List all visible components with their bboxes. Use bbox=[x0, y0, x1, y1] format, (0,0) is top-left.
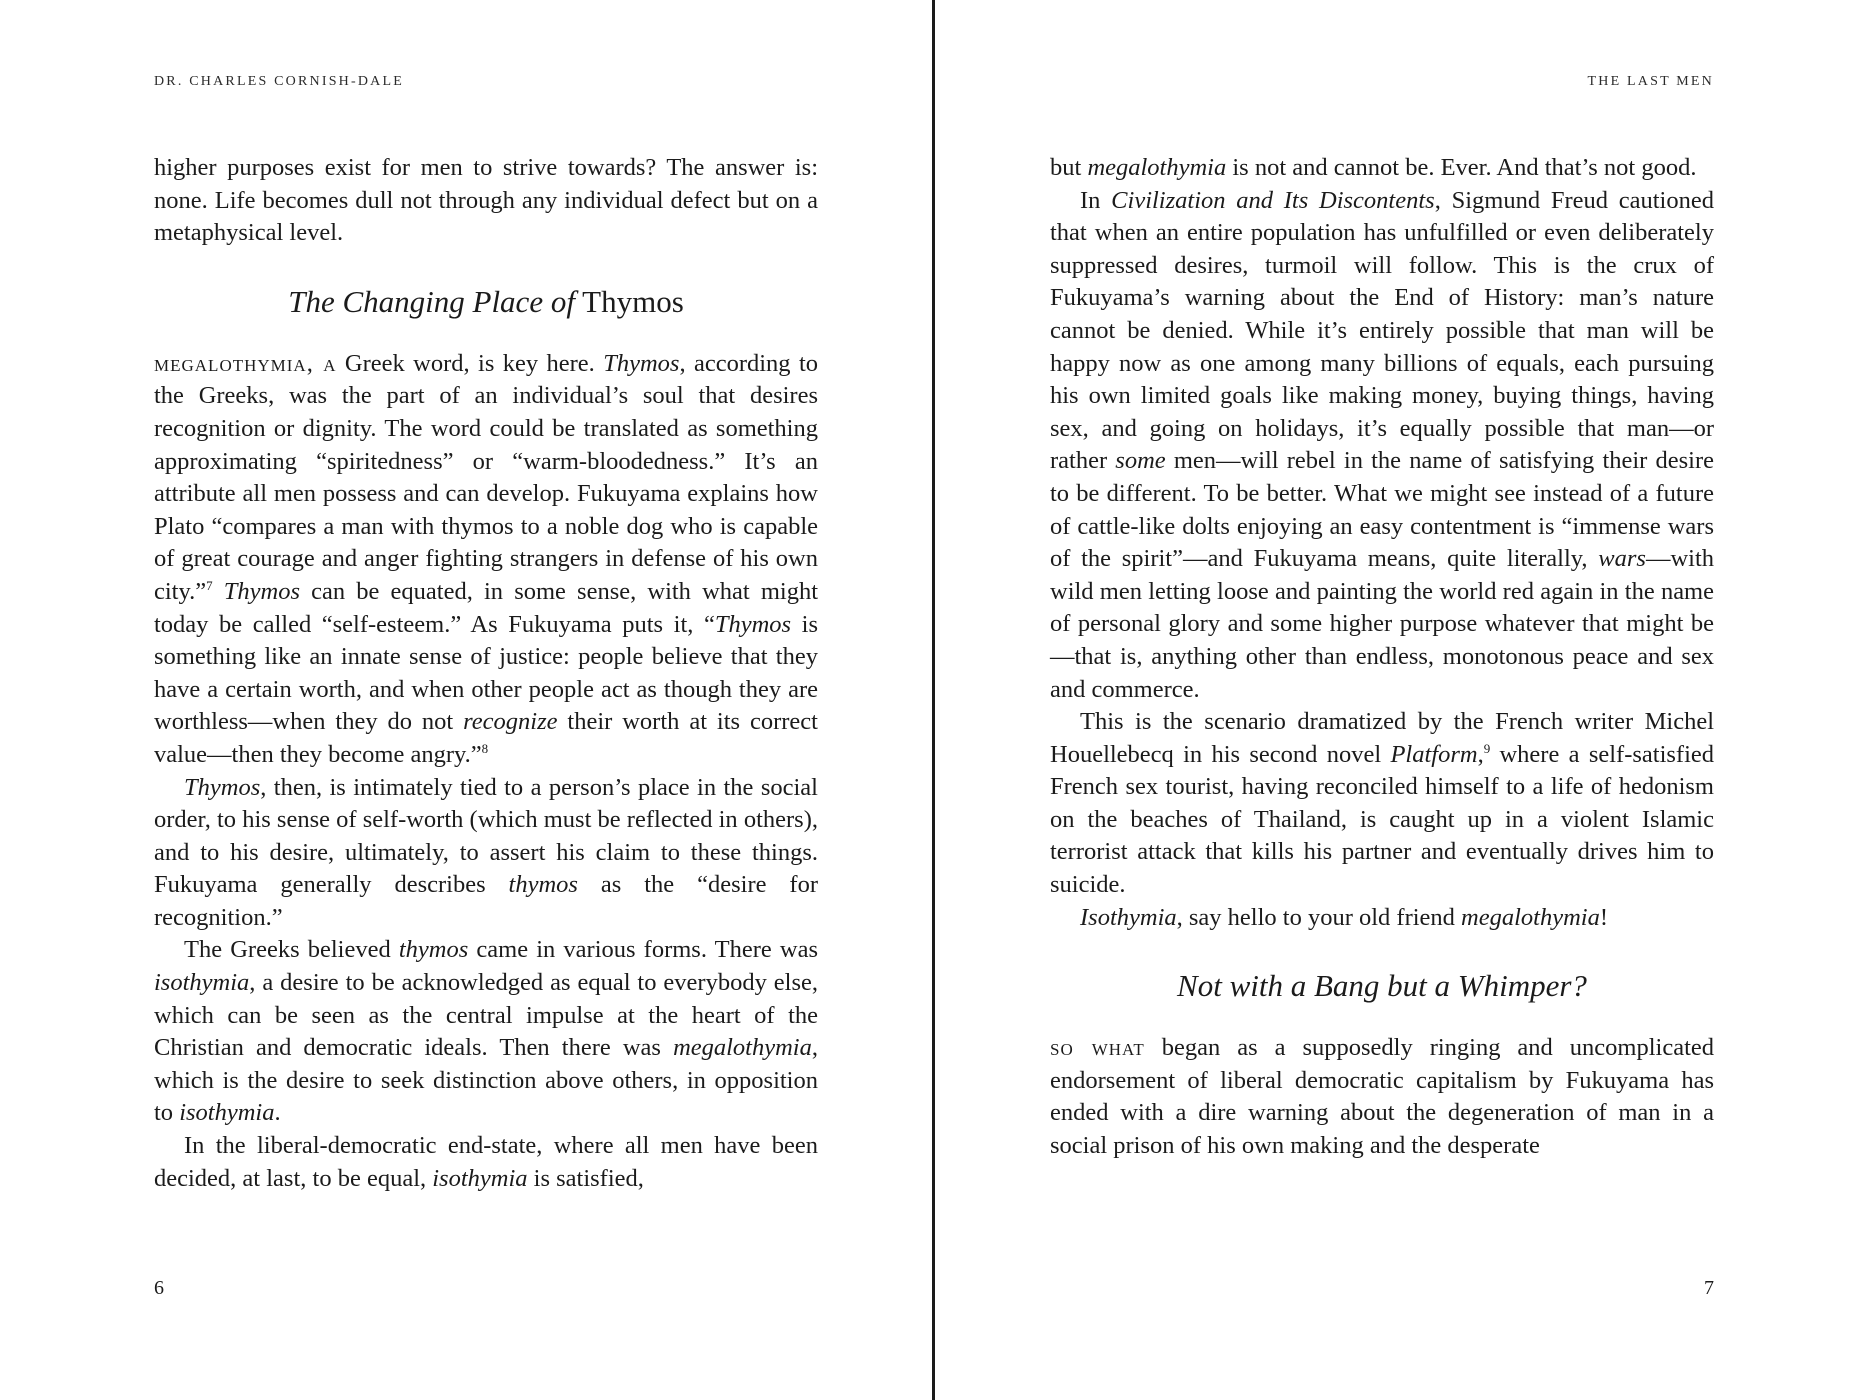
section-heading-italic: Not with a Bang but a Whimper? bbox=[1177, 968, 1587, 1004]
section-heading bbox=[154, 282, 818, 322]
page-number: 6 bbox=[154, 1277, 164, 1299]
paragraph-continued bbox=[1050, 152, 1714, 185]
text-run: where a self-satisfied French sex tourist, having reconciled himself to a life of hedonism on the beaches of Thailand, is caught up in a violent Islamic terrorist attack that kills his partner and eventually drives him to suicide. bbox=[1050, 740, 1714, 899]
text-run: This is the scenario dramatized by the French writer Michel Houellebecq in his second novel bbox=[1050, 708, 1714, 768]
text-run: In the liberal-democratic end-state, where all men have been decided, at last, to be equal, bbox=[154, 1132, 818, 1192]
text-run: . bbox=[274, 1099, 281, 1127]
paragraph-houellebecq bbox=[1050, 706, 1714, 902]
paragraph-thymos-then bbox=[154, 772, 818, 935]
text-run: men—will rebel in the name of satisfying their desire to be different. To be better. What we might see instead of a future of cattle-like dolts enjoying an easy contentment is “immense wars of the spirit”—and Fukuyama means, quite literally, bbox=[1050, 447, 1714, 573]
text-run: , say hello to your old friend bbox=[1176, 903, 1462, 931]
italic-term: recognize bbox=[463, 708, 558, 736]
book-title: Platform bbox=[1390, 740, 1478, 768]
paragraph-so-what bbox=[1050, 1032, 1714, 1162]
text-run: but bbox=[1050, 154, 1088, 181]
gutter-divider bbox=[932, 0, 935, 1400]
section-heading bbox=[1050, 966, 1714, 1006]
text-run: , bbox=[1477, 740, 1484, 768]
text-run: —with wild men letting loose and painting the world red again in the name of personal glory and some higher purpose whatever that might be—that is, anything other than endless, monotonous peace and sex and commerce. bbox=[1050, 545, 1714, 703]
italic-term: wars bbox=[1598, 545, 1646, 573]
book-title: Civilization and Its Discontents bbox=[1111, 186, 1435, 214]
section-gap bbox=[1050, 1006, 1714, 1032]
footnote-ref[interactable]: 9 bbox=[1483, 740, 1491, 756]
paragraph-freud bbox=[1050, 185, 1714, 707]
italic-term: megalothymia bbox=[1087, 154, 1227, 181]
text-run: The Greeks believed bbox=[184, 936, 399, 964]
text-run: In bbox=[1080, 186, 1112, 214]
paragraph-hello bbox=[1050, 902, 1714, 935]
section-heading-roman: Thymos bbox=[582, 283, 684, 319]
italic-term: isothymia bbox=[179, 1099, 275, 1127]
running-head-chapter: THE LAST MEN bbox=[1587, 74, 1714, 89]
text-run: , a desire to be acknowledged as equal to everybody else, which can be seen as the central impulse at the heart of the Christian and democratic ideals. Then there was bbox=[154, 969, 818, 1062]
italic-term: megalothymia bbox=[1461, 903, 1600, 931]
text-run: began as a supposedly ringing and uncomplicated endorsement of liberal democratic capitalism by Fukuyama has ended with a dire warning about the degeneration of man in a social prison of his own making and the desperate bbox=[1050, 1034, 1714, 1160]
text-run: , which is the desire to seek distinction above others, in opposition to bbox=[154, 1034, 818, 1127]
text-run: as the “desire for recognition.” bbox=[154, 871, 818, 931]
running-head-author: DR. CHARLES CORNISH-DALE bbox=[154, 74, 404, 89]
lead-in-smallcaps: megalothymia, a bbox=[154, 349, 337, 377]
text-run: is something like an innate sense of justice: people believe that they have a certain worth, and when other people act as though they are worthless—when they do not bbox=[154, 610, 818, 736]
italic-term: Thymos bbox=[603, 349, 680, 377]
section-heading-italic: The Changing Place of bbox=[288, 283, 575, 319]
italic-term: isothymia bbox=[432, 1164, 528, 1192]
italic-term: Thymos bbox=[223, 577, 301, 605]
italic-term: thymos bbox=[398, 936, 469, 964]
footnote-ref[interactable]: 7 bbox=[206, 577, 213, 593]
section-gap bbox=[154, 322, 818, 348]
text-run: can be equated, in some sense, with what might today be called “self-esteem.” As Fukuyama puts it, “ bbox=[154, 577, 818, 638]
italic-term: some bbox=[1115, 447, 1166, 475]
text-run: , Sigmund Freud cautioned that when an entire population has unfulfilled or even deliberately suppressed desires, turmoil will follow. This is the crux of Fukuyama’s warning about the End of History: man’s nature cannot be denied. While it’s entirely possible that man will be happy now as one among many billions of equals, each pursuing his own limited goals like making money, buying things, having sex, and going on holidays, it’s equally possible that man—or rather bbox=[1050, 186, 1714, 475]
paragraph-intro: higher purposes exist for men to strive towards? The answer is: none. Life becomes dull not through any individual defect but on a metaphysical level. bbox=[154, 154, 818, 247]
text-run bbox=[213, 578, 224, 605]
right-text-block bbox=[1050, 152, 1714, 1163]
footnote-ref[interactable]: 8 bbox=[481, 740, 489, 756]
italic-term: Thymos bbox=[184, 773, 261, 801]
italic-term: Thymos bbox=[714, 610, 792, 638]
left-page bbox=[154, 0, 818, 1400]
text-run: Greek word, is key here. bbox=[336, 349, 604, 377]
text-run: came in various forms. There was bbox=[468, 936, 818, 964]
text-run: their worth at its correct value—then they become angry.” bbox=[154, 708, 818, 768]
text-run: ! bbox=[1599, 903, 1609, 931]
paragraph-greeks bbox=[154, 934, 818, 1130]
section-gap bbox=[1050, 934, 1714, 966]
lead-in-smallcaps: so what bbox=[1050, 1034, 1145, 1062]
left-text-block bbox=[154, 152, 818, 1195]
text-run: is satisfied, bbox=[527, 1164, 644, 1192]
text-run: is not and cannot be. Ever. And that’s not good. bbox=[1226, 154, 1697, 181]
paragraph-end-state bbox=[154, 1130, 818, 1195]
page-number: 7 bbox=[1704, 1277, 1714, 1299]
paragraph-megalothymia bbox=[154, 348, 818, 772]
italic-term: thymos bbox=[508, 871, 578, 899]
text-run: , then, is intimately tied to a person’s place in the social order, to his sense of self-worth (which must be reflected in others), and to his desire, ultimately, to assert his claim to these things. Fukuyama generally describes bbox=[154, 773, 818, 899]
text-run: , according to the Greeks, was the part of an individual’s soul that desires recognition or dignity. The word could be translated as something approximating “spiritedness” or “warm-bloodedness.” It’s an attribute all men possess and can develop. Fukuyama explains how Plato “compares a man with thymos to a noble dog who is capable of great courage and anger fighting strangers in defense of his own city.” bbox=[154, 349, 819, 605]
italic-term: Isothymia bbox=[1080, 903, 1177, 931]
italic-term: megalothymia bbox=[673, 1034, 812, 1062]
right-page bbox=[1050, 0, 1714, 1400]
italic-term: isothymia bbox=[154, 969, 250, 997]
section-gap bbox=[154, 250, 818, 282]
